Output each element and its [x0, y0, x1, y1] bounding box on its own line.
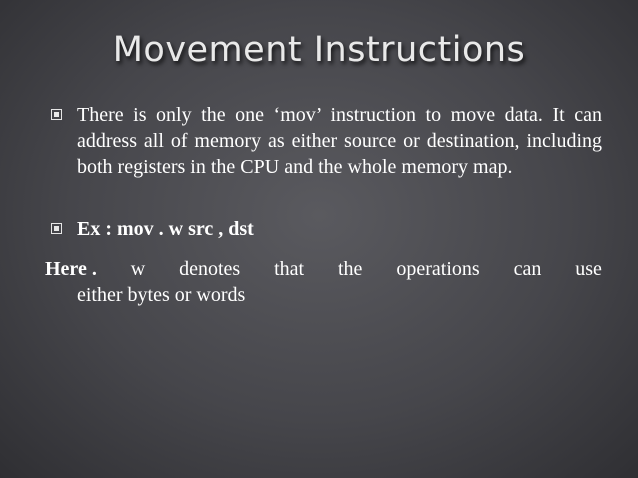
square-bullet-icon	[51, 109, 62, 120]
here-word: the	[338, 258, 363, 280]
bullet-item-mov	[45, 102, 602, 180]
example-text: Ex : mov . w src , dst	[77, 218, 254, 240]
here-word: that	[274, 258, 305, 280]
here-line-1	[45, 256, 602, 282]
bullet-item-example	[45, 216, 602, 242]
here-label: Here .	[45, 258, 97, 280]
here-word: operations	[396, 258, 480, 280]
here-word: w	[130, 258, 146, 280]
here-word: use	[575, 258, 602, 280]
slide-title: Movement Instructions	[112, 30, 526, 70]
here-word: can	[513, 258, 542, 280]
bullet-text-mov: There is only the one ‘mov’ instruction to move data. It can address all of memory as either source or destination, including both registers in the CPU and the whole memory map.	[77, 104, 602, 178]
here-paragraph	[45, 256, 602, 308]
slide-content	[45, 102, 602, 308]
square-bullet-icon	[51, 223, 62, 234]
here-word: denotes	[179, 258, 241, 280]
here-line-2: either bytes or words	[77, 284, 246, 306]
